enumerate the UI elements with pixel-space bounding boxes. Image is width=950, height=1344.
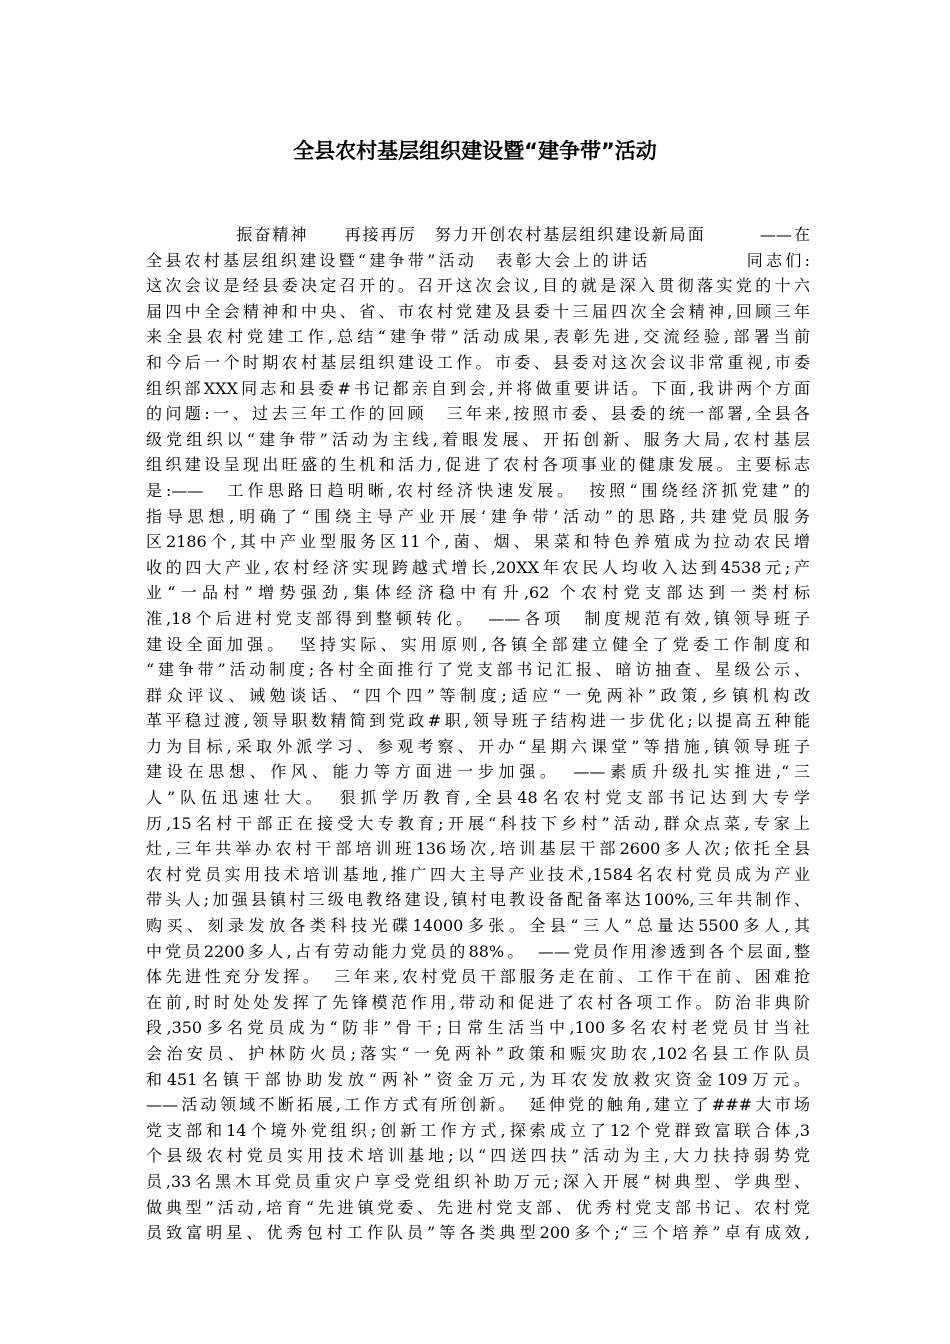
body-line: 人”队伍迅速壮大。 狠抓学历教育,全县48名农村党支部书记达到大专学 — [146, 788, 810, 808]
body-line: 员,33名黑木耳党员重灾户享受党组织补助万元;深入开展“树典型、学典型、 — [146, 1171, 810, 1191]
body-line: 段,350多名党员成为“防非”骨干;日常生活当中,100多名农村老党员甘当社 — [146, 1018, 810, 1038]
body-line: 体先进性充分发挥。 三年来,农村党员干部服务走在前、工作干在前、困难抢 — [146, 967, 810, 987]
body-line: 带头人;加强县镇村三级电教络建设,镇村电教设备配备率达100%,三年共制作、 — [146, 890, 810, 910]
body-line: 准,18个后进村党支部得到整顿转化。 ——各项 制度规范有效,镇领导班子 — [146, 608, 810, 628]
body-line: 是:—— 工作思路日趋明晰,农村经济快速发展。 按照“围绕经济抓党建”的 — [146, 480, 810, 500]
body-line: 的问题:一、过去三年工作的回顾 三年来,按照市委、县委的统一部署,全县各 — [146, 404, 810, 424]
body-line: 员致富明星、优秀包村工作队员”等各类典型200多个;“三个培养”卓有成效, — [146, 1223, 810, 1243]
body-line: 这次会议是经县委决定召开的。召开这次会议,目的就是深入贯彻落实党的十六 — [146, 276, 810, 296]
body-line: 全县农村基层组织建设暨“建争带”活动 表彰大会上的讲话 同志们: — [146, 250, 810, 270]
document-body — [146, 222, 810, 1246]
body-line: 指导思想,明确了“围绕主导产业开展‘建争带’活动”的思路,共建党员服务 — [146, 506, 810, 526]
body-line: 组织建设呈现出旺盛的生机和活力,促进了农村各项事业的健康发展。主要标志 — [146, 455, 810, 475]
body-line: 在前,时时处处发挥了先锋模范作用,带动和促进了农村各项工作。防治非典阶 — [146, 992, 810, 1012]
body-line: 个县级农村党员实用技术培训基地;以“四送四扶”活动为主,大力扶持弱势党 — [146, 1146, 810, 1166]
body-line: 革平稳过渡,领导职数精简到党政#职,领导班子结构进一步优化;以提高五种能 — [146, 711, 810, 731]
body-line: 来全县农村党建工作,总结“建争带”活动成果,表彰先进,交流经验,部署当前 — [146, 327, 810, 347]
body-line: 做典型”活动,培育“先进镇党委、先进村党支部、优秀村党支部书记、农村党 — [146, 1197, 810, 1217]
body-line: 会治安员、护林防火员;落实“一免两补”政策和赈灾助农,102名县工作队员 — [146, 1044, 810, 1063]
body-line: 建设全面加强。 坚持实际、实用原则,各镇全部建立健全了党委工作制度和 — [146, 634, 810, 654]
body-line: 灶,三年共举办农村干部培训班136场次,培训基层干部2600多人次;依托全县 — [146, 839, 810, 859]
body-line: 收的四大产业,农村经济实现跨越式增长,20XX年农民人均收入达到4538元;产 — [146, 557, 810, 577]
body-line: 建设在思想、作风、能力等方面进一步加强。 ——素质升级扎实推进,“三 — [146, 762, 810, 782]
body-line: 群众评议、诫勉谈话、“四个四”等制度;适应“一免两补”政策,乡镇机构改 — [146, 685, 810, 705]
body-line: 和今后一个时期农村基层组织建设工作。市委、县委对这次会议非常重视,市委 — [146, 352, 810, 372]
body-line: 力为目标,采取外派学习、参观考察、开办“星期六课堂”等措施,镇领导班子 — [146, 736, 810, 756]
body-line: 历,15名村干部正在接受大专教育;开展“科技下乡村”活动,群众点菜,专家上 — [146, 813, 810, 833]
body-line: 振奋精神 再接再厉 努力开创农村基层组织建设新局面 ——在 — [146, 225, 810, 244]
body-line: 购买、刻录发放各类科技光碟14000多张。全县“三人”总量达5500多人,其 — [146, 916, 810, 936]
body-line: 届四中全会精神和中央、省、市农村党建及县委十三届四次全会精神,回顾三年 — [146, 301, 810, 321]
body-line: “建争带”活动制度;各村全面推行了党支部书记汇报、暗访抽查、星级公示、 — [146, 660, 810, 680]
body-line: 区2186个,其中产业型服务区11个,菌、烟、果菜和特色养殖成为拉动农民增 — [146, 532, 810, 552]
body-line: ——活动领域不断拓展,工作方式有所创新。 延伸党的触角,建立了###大市场 — [146, 1095, 810, 1115]
body-line: 级党组织以“建争带”活动为主线,着眼发展、开拓创新、服务大局,农村基层 — [146, 429, 810, 449]
body-line: 组织部XXX同志和县委#书记都亲自到会,并将做重要讲话。下面,我讲两个方面 — [146, 378, 810, 398]
body-line: 业“一品村”增势强劲,集体经济稳中有升,62 个农村党支部达到一类村标 — [146, 583, 810, 603]
document-title: 全县农村基层组织建设暨“建争带”活动 — [293, 139, 657, 163]
body-line: 农村党员实用技术培训基地,推广四大主导产业技术,1584名农村党员成为产业 — [146, 864, 810, 884]
body-line: 和451名镇干部协助发放“两补”资金万元,为耳农发放救灾资金109万元。 — [146, 1069, 810, 1089]
body-line: 党支部和14个境外党组织;创新工作方式,探索成立了12个党群致富联合体,3 — [146, 1120, 810, 1140]
body-line: 中党员2200多人,占有劳动能力党员的88%。 ——党员作用渗透到各个层面,整 — [146, 941, 810, 961]
